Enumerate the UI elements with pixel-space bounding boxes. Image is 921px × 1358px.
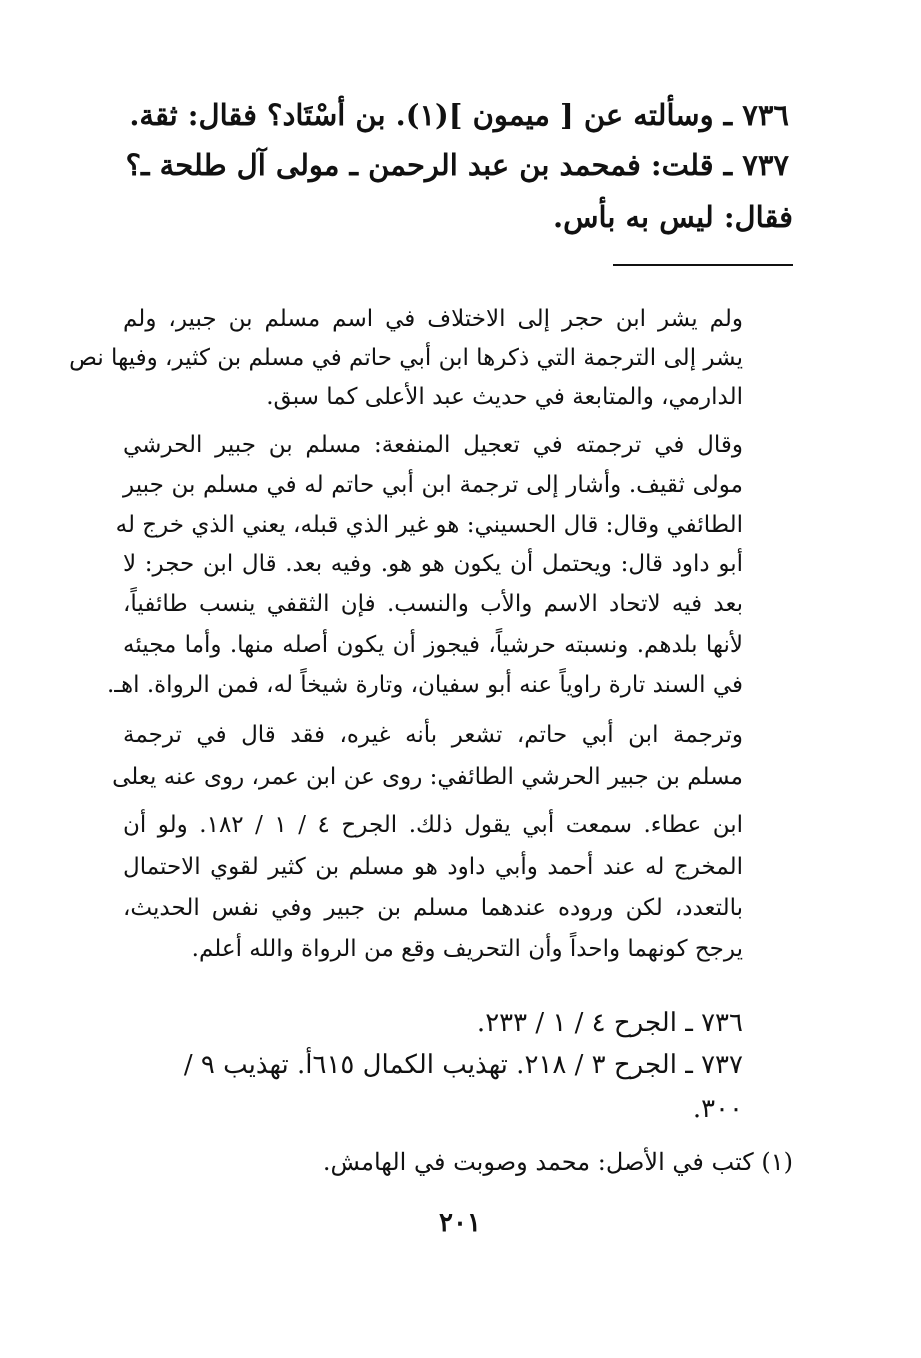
commentary-line: الطائفي وقال: قال الحسيني: هو غير الذي قبله، يعني الذي خرج له [115,512,743,538]
entry-736: ٧٣٦ ـ وسألته عن [ ميمون ](١). بن أسْتَاد؟ فقال: ثقة. [129,98,789,132]
commentary-line: مسلم بن جبير الحرشي الطائفي: روى عن ابن عمر، روى عنه يعلى [112,764,743,790]
entry-737: ٧٣٧ ـ قلت: فمحمد بن عبد الرحمن ـ مولى آل طلحة ـ؟ [125,148,789,182]
commentary-line: يشر إلى الترجمة التي ذكرها ابن أبي حاتم في مسلم بن كثير، وفيها نص [69,345,743,371]
commentary-line: ابن عطاء. سمعت أبي يقول ذلك. الجرح ٤ / ١ / ١٨٢. ولو أن [123,812,744,838]
manuscript-note: (١) كتب في الأصل: محمد وصوبت في الهامش. [322,1148,793,1176]
commentary-line: مولى ثقيف. وأشار إلى ترجمة ابن أبي حاتم له في مسلم بن جبير [123,472,743,498]
commentary-line: أبو داود قال: ويحتمل أن يكون هو هو. وفيه بعد. قال ابن حجر: لا [123,551,743,577]
commentary-line: ولم يشر ابن حجر إلى الاختلاف في اسم مسلم بن جبير، ولم [123,306,743,332]
commentary-line: المخرج له عند أحمد وأبي داود هو مسلم بن كثير لقوي الاحتمال [123,854,743,880]
entry-737-continuation: فقال: ليس به بأس. [552,200,793,234]
commentary-line: يرجح كونهما واحداً وأن التحريف وقع من الرواة والله أعلم. [191,936,743,962]
commentary-line: في السند تارة راوياً عنه أبو سفيان، وتارة شيخاً له، فمن الرواة. اهـ. [106,672,743,698]
reference-737-continuation: ٣٠٠. [692,1094,743,1124]
commentary-line: وقال في ترجمته في تعجيل المنفعة: مسلم بن جبير الحرشي [123,432,743,458]
reference-737: ٧٣٧ ـ الجرح ٣ / ٢١٨. تهذيب الكمال ٦١٥أ. تهذيب ٩ / [183,1050,743,1080]
commentary-line: وترجمة ابن أبي حاتم، تشعر بأنه غيره، فقد قال في ترجمة [123,722,743,748]
page-number: ٢٠١ [439,1208,481,1238]
commentary-line: بالتعدد، لكن وروده عندهما مسلم بن جبير وفي نفس الحديث، [123,895,743,921]
commentary-line: بعد فيه لاتحاد الاسم والأب والنسب. فإن الثقفي ينسب طائفياً، [123,591,743,617]
commentary-line: الدارمي، والمتابعة في حديث عبد الأعلى كما سبق. [266,384,743,410]
footnote-divider [613,264,793,266]
commentary-line: لأنها بلدهم. ونسبته حرشياً، فيجوز أن يكون أصله منها. وأما مجيئه [123,632,743,658]
reference-736: ٧٣٦ ـ الجرح ٤ / ١ / ٢٣٣. [476,1008,743,1038]
